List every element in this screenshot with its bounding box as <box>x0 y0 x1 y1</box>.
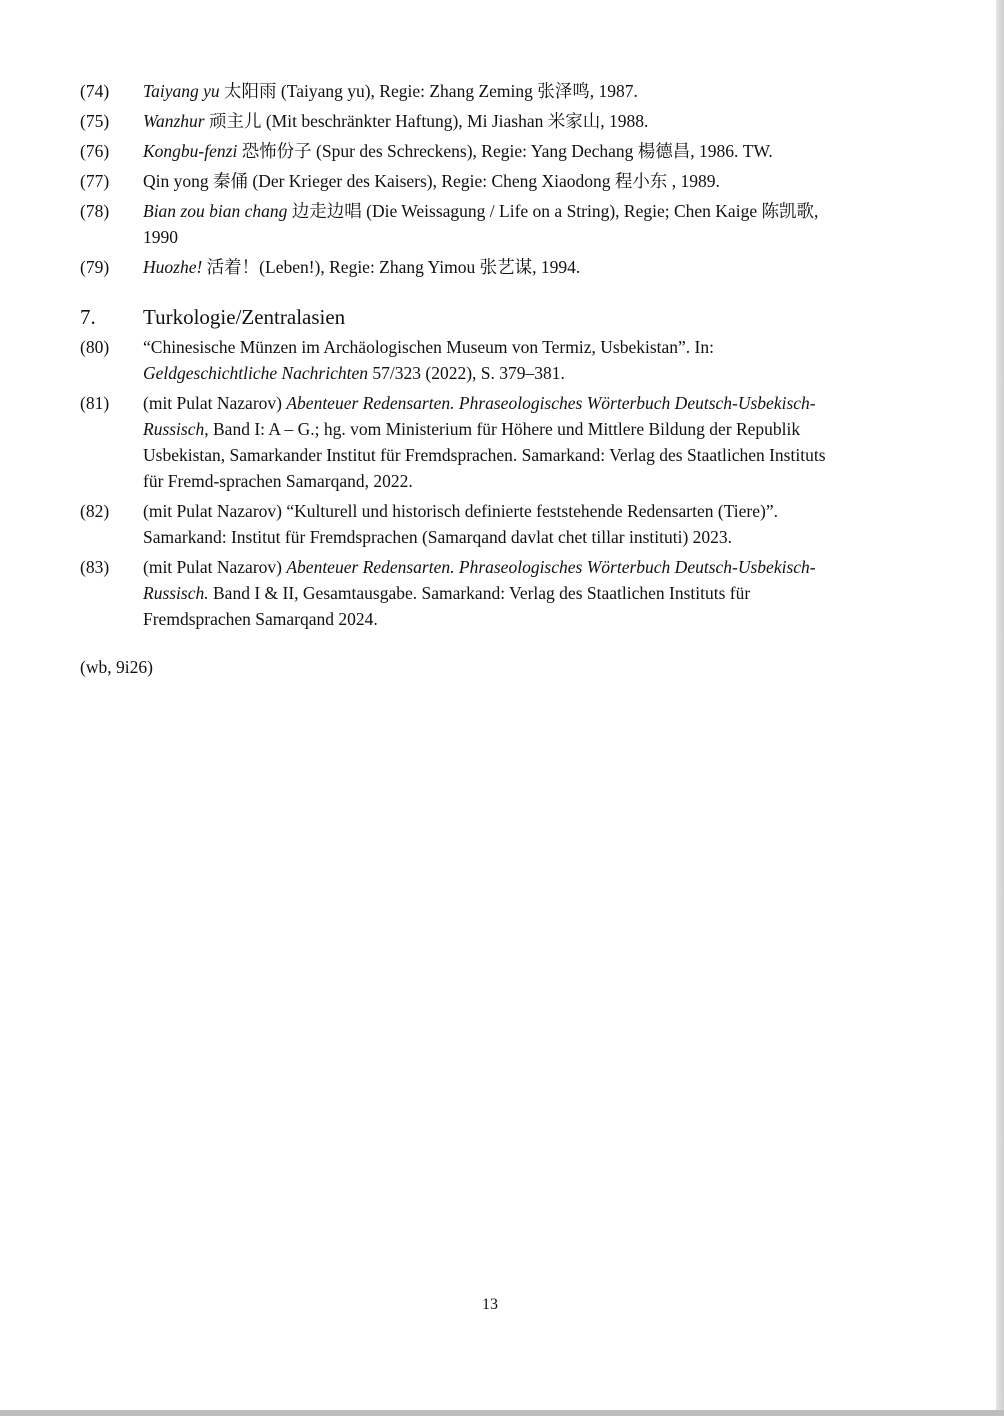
entry-text: Huozhe! 活着！(Leben!), Regie: Zhang Yimou 张艺谋, 1994. <box>143 257 581 277</box>
entry-number: (77) <box>80 171 110 191</box>
entry-number: (76) <box>80 141 110 161</box>
list-item <box>80 198 850 250</box>
list-item <box>80 254 850 280</box>
list-item <box>80 168 850 194</box>
section-number: 7. <box>80 305 96 329</box>
entry-number: (74) <box>80 81 110 101</box>
entry-text: Kongbu-fenzi 恐怖份子 (Spur des Schreckens), Regie: Yang Dechang 楊德昌, 1986. TW. <box>143 141 773 161</box>
entry-number: (79) <box>80 257 110 277</box>
entry-number: (83) <box>80 557 110 577</box>
entry-number: (75) <box>80 111 110 131</box>
list-item <box>80 78 850 104</box>
page-edge-shadow <box>996 0 1004 1416</box>
list-item <box>80 390 850 494</box>
author-signature: (wb, 9i26) <box>80 657 153 677</box>
list-item <box>80 554 850 632</box>
entry-text: “Chinesische Münzen im Archäologischen Museum von Termiz, Usbekistan”. In: Geldgeschichtliche Nachrichten 57/323 (2022), S. 379–381. <box>143 337 714 383</box>
entry-text: Wanzhur 顽主儿 (Mit beschränkter Haftung), Mi Jiashan 米家山, 1988. <box>143 111 649 131</box>
list-item <box>80 138 850 164</box>
entry-number: (81) <box>80 393 110 413</box>
entry-text: (mit Pulat Nazarov) Abenteuer Redensarten. Phraseologisches Wörterbuch Deutsch-Usbekisch-Russisch. Band I & II, Gesamtausgabe. Samarkand: Verlag des Staatlichen Instituts für Fremdsprachen Samarqand 2024. <box>143 557 816 629</box>
entry-text: Qin yong 秦俑 (Der Krieger des Kaisers), Regie: Cheng Xiaodong 程小东 , 1989. <box>143 171 720 191</box>
entry-text: (mit Pulat Nazarov) “Kulturell und historisch definierte feststehende Redensarten (Tiere)”. Samarkand: Institut für Fremdsprachen (Samarqand davlat chet tillar instituti) 2023. <box>143 501 778 547</box>
entry-number: (78) <box>80 201 110 221</box>
entry-text: Taiyang yu 太阳雨 (Taiyang yu), Regie: Zhang Zeming 张泽鸣, 1987. <box>143 81 638 101</box>
entry-text: (mit Pulat Nazarov) Abenteuer Redensarten. Phraseologisches Wörterbuch Deutsch-Usbekisch-Russisch, Band I: A – G.; hg. vom Ministerium für Höhere und Mittlere Bildung der Republik Usbekistan, Samarkander Institut für Fremdsprachen. Samarkand: Verlag des Staatlichen Instituts für Fremd-sprachen Samarqand, 2022. <box>143 393 826 491</box>
section-heading <box>80 302 850 332</box>
list-item <box>80 334 850 386</box>
page-number: 13 <box>482 1296 498 1313</box>
entry-number: (80) <box>80 337 110 357</box>
list-item <box>80 498 850 550</box>
list-item <box>80 108 850 134</box>
page-edge-shadow-bottom <box>0 1410 1004 1416</box>
bibliography <box>80 78 850 680</box>
entry-number: (82) <box>80 501 110 521</box>
entry-text: Bian zou bian chang 边走边唱 (Die Weissagung / Life on a String), Regie; Chen Kaige 陈凯歌, 1990 <box>143 201 819 247</box>
section-title: Turkologie/Zentralasien <box>143 305 346 329</box>
